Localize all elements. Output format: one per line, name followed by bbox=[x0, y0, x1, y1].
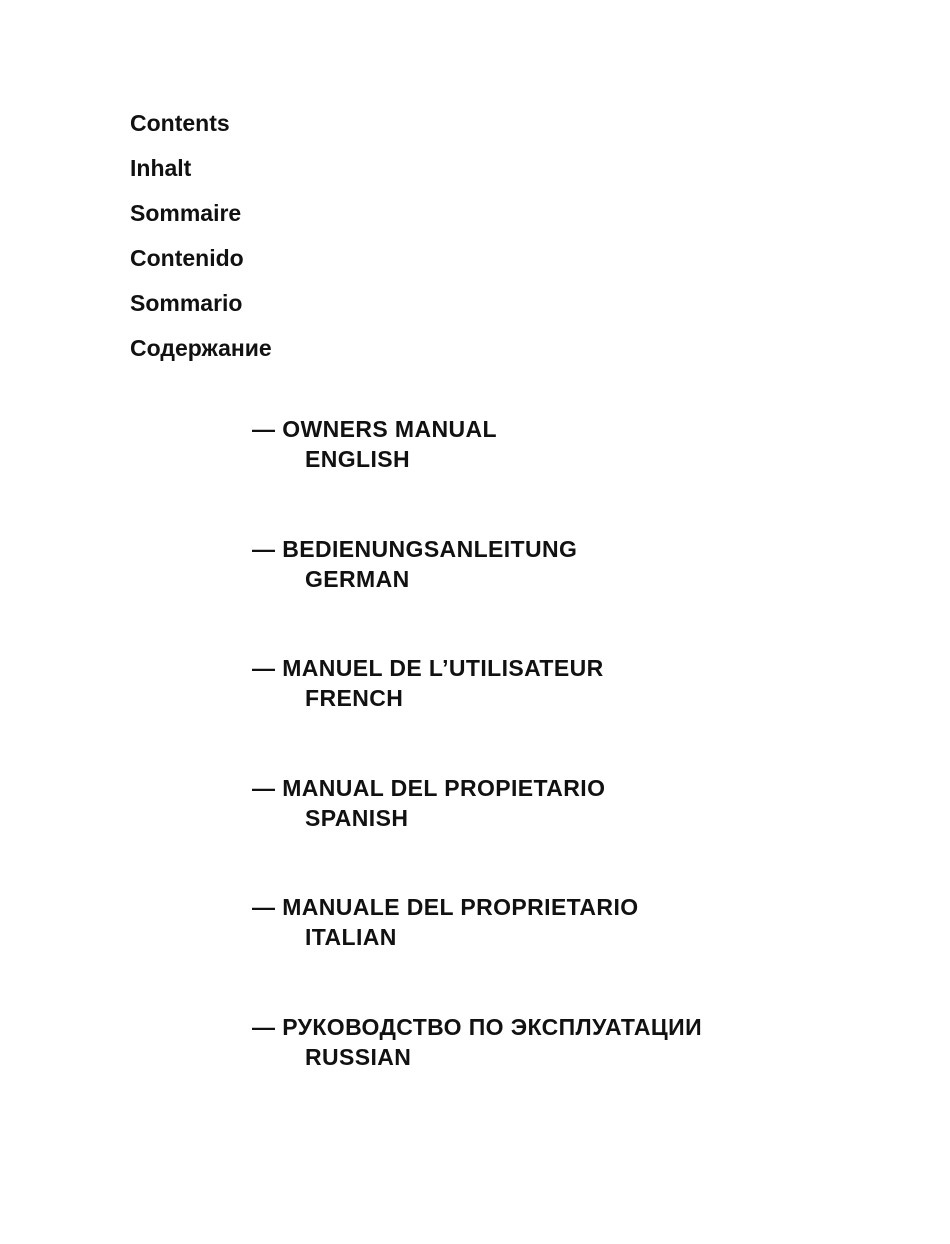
contents-heading-russian: Содержание bbox=[130, 335, 272, 361]
manual-language: FRENCH bbox=[305, 685, 404, 711]
dash: — bbox=[252, 894, 276, 920]
manual-title-line bbox=[252, 414, 702, 444]
manual-title: РУКОВОДСТВО ПО ЭКСПЛУАТАЦИИ bbox=[282, 1013, 702, 1040]
manual-entry-italian bbox=[252, 892, 702, 1012]
dash: — bbox=[252, 535, 276, 562]
contents-heading-italian: Sommario bbox=[130, 290, 243, 316]
manual-title-line bbox=[252, 534, 702, 564]
manual-title-line bbox=[252, 1012, 702, 1042]
manual-language: ENGLISH bbox=[305, 446, 411, 472]
dash: — bbox=[252, 416, 276, 442]
manual-language: RUSSIAN bbox=[305, 1043, 412, 1070]
manual-title: BEDIENUNGSANLEITUNG bbox=[282, 535, 578, 562]
dash: — bbox=[252, 655, 276, 681]
manual-title-line bbox=[252, 653, 702, 683]
manual-language: GERMAN bbox=[305, 565, 410, 592]
manual-title: MANUEL DE L’UTILISATEUR bbox=[282, 655, 604, 681]
manual-entry-french bbox=[252, 653, 702, 773]
manual-list bbox=[252, 414, 702, 1131]
contents-headings bbox=[130, 101, 272, 371]
dash: — bbox=[252, 774, 276, 801]
contents-heading-spanish: Contenido bbox=[130, 245, 244, 271]
manual-title: OWNERS MANUAL bbox=[282, 416, 497, 442]
manual-entry-english bbox=[252, 414, 702, 534]
manual-entry-german bbox=[252, 534, 702, 654]
manual-language: SPANISH bbox=[305, 804, 409, 831]
manual-title-line bbox=[252, 773, 702, 803]
contents-heading-german: Inhalt bbox=[130, 155, 192, 181]
contents-heading-english: Contents bbox=[130, 110, 230, 136]
manual-entry-russian bbox=[252, 1012, 702, 1132]
manual-title: MANUAL DEL PROPIETARIO bbox=[282, 774, 606, 801]
manual-title-line bbox=[252, 892, 702, 922]
manual-language: ITALIAN bbox=[305, 924, 397, 950]
contents-heading-french: Sommaire bbox=[130, 200, 242, 226]
manual-title: MANUALE DEL PROPRIETARIO bbox=[282, 894, 639, 920]
dash: — bbox=[252, 1013, 276, 1040]
manual-entry-spanish bbox=[252, 773, 702, 893]
